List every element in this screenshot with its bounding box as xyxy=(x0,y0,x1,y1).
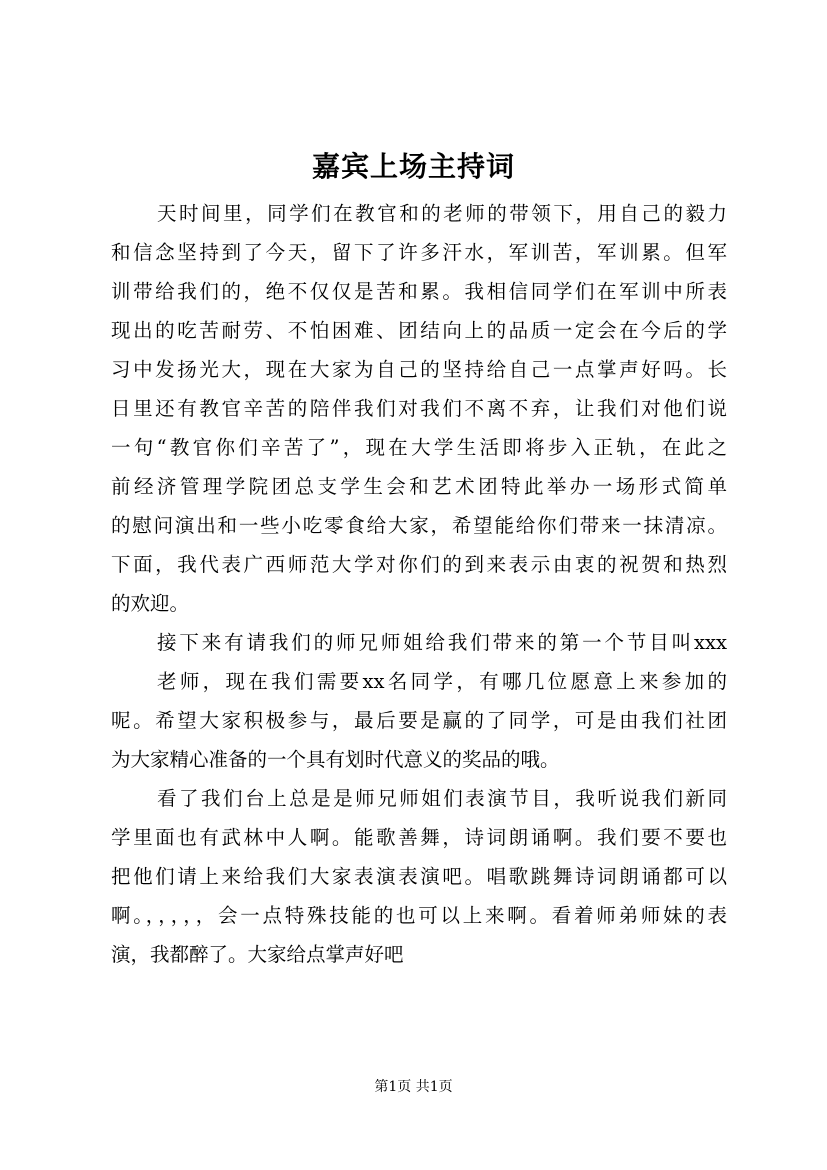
paragraph-line: 啊。，，，，，会一点特殊技能的也可以上来啊。看着师弟师妹的表 xyxy=(111,904,727,927)
paragraph-line: 和信念坚持到了今天，留下了许多汗水，军训苦，军训累。但军 xyxy=(111,241,727,264)
paragraph-line: 为大家精心准备的一个具有划时代意义的奖品的哦。 xyxy=(111,748,560,771)
paragraph-line: 前经济管理学院团总支学生会和艺术团特此举办一场形式简单 xyxy=(111,475,727,498)
paragraph-line: 把他们请上来给我们大家表演表演吧。唱歌跳舞诗词朗诵都可以 xyxy=(111,865,727,888)
document-body xyxy=(111,194,727,974)
paragraph-line: 学里面也有武林中人啊。能歌善舞，诗词朗诵啊。我们要不要也 xyxy=(111,826,727,849)
paragraph-line: 呢。希望大家积极参与，最后要是赢的了同学，可是由我们社团 xyxy=(111,709,727,732)
paragraph-line: 下面，我代表广西师范大学对你们的到来表示由衷的祝贺和热烈 xyxy=(111,553,727,576)
page-footer: 第1页 共1页 xyxy=(374,1079,453,1095)
paragraph-line: 现出的吃苦耐劳、不怕困难、团结向上的品质一定会在今后的学 xyxy=(111,319,727,342)
paragraph-line: 一句“教官你们辛苦了”，现在大学生活即将步入正轨，在此之 xyxy=(111,436,727,459)
paragraph-line: 的慰问演出和一些小吃零食给大家，希望能给你们带来一抹清凉。 xyxy=(111,514,727,537)
paragraph-line: 天时间里，同学们在教官和的老师的带领下，用自己的毅力 xyxy=(157,202,727,225)
paragraph-line: 老师，现在我们需要xx名同学，有哪几位愿意上来参加的 xyxy=(157,670,727,693)
paragraph-line: 日里还有教官辛苦的陪伴我们对我们不离不弃，让我们对他们说 xyxy=(111,397,727,420)
paragraph-line: 接下来有请我们的师兄师姐给我们带来的第一个节目叫xxx xyxy=(157,631,727,654)
paragraph-line: 看了我们台上总是是师兄师姐们表演节目，我听说我们新同 xyxy=(157,787,727,810)
page-title: 嘉宾上场主持词 xyxy=(311,150,515,183)
paragraph-line: 训带给我们的，绝不仅仅是苦和累。我相信同学们在军训中所表 xyxy=(111,280,727,303)
paragraph-line: 习中发扬光大，现在大家为自己的坚持给自己一点掌声好吗。长 xyxy=(111,358,727,381)
paragraph-line: 演，我都醉了。大家给点掌声好吧 xyxy=(111,943,404,966)
paragraph-line: 的欢迎。 xyxy=(111,592,190,615)
